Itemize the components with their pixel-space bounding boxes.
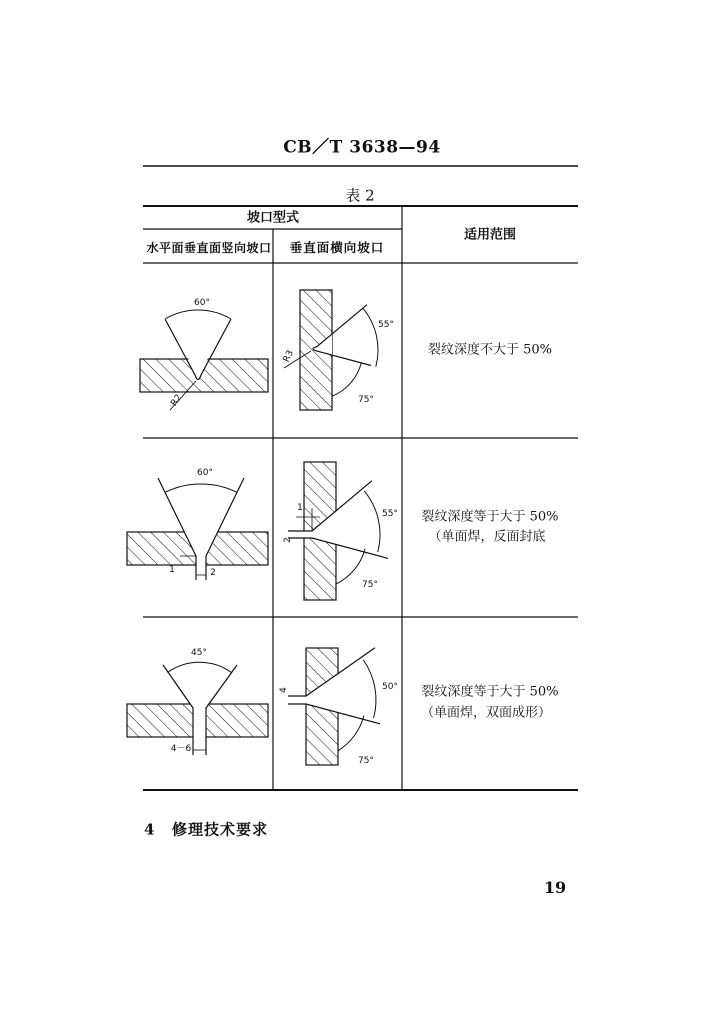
header-vertical-groove: 垂直面横向坡口: [289, 239, 385, 255]
row3-horizontal-angle-label: 45°: [191, 648, 207, 658]
table-grid: [143, 206, 578, 790]
header-scope: 适用范围: [463, 227, 517, 243]
row1-vertical-lower-angle-label: 75°: [358, 395, 374, 405]
row3-vertical-groove-angle-label: 50°: [382, 682, 398, 692]
row2-vertical-lower-arc: [336, 549, 365, 584]
row2-scope-line1: 裂纹深度等于大于 50%: [421, 509, 559, 525]
row1-vertical-lower-arc: [332, 363, 361, 396]
row2-horizontal-angle-label: 60°: [197, 468, 213, 478]
row2-vertical-root-label: 1: [297, 503, 303, 513]
row2-horizontal-groove: [127, 478, 268, 580]
row1-horizontal-angle-label: 60°: [194, 298, 210, 308]
row2-vertical-lower-angle-label: 75°: [362, 580, 378, 590]
row2-scope-line2: （单面焊，反面封底: [428, 529, 546, 545]
row3-vertical-lower-arc: [338, 716, 364, 751]
row2-vertical-lower-face: [288, 538, 388, 558]
row2-vertical-groove-arc: [364, 491, 380, 552]
page-number: 19: [543, 878, 567, 897]
row1-horizontal-radius-label: R2: [169, 392, 185, 409]
row3-scope-line2: （单面焊，双面成形）: [420, 705, 552, 721]
row2-vertical-groove-angle-label: 55°: [382, 509, 398, 519]
row1-horizontal-groove: [140, 310, 268, 410]
row3-vertical-lower-angle-label: 75°: [358, 756, 374, 766]
row1-vertical-groove: [281, 290, 378, 410]
row2-horizontal-root-label: 1: [169, 565, 175, 575]
row1-vertical-radius-label: R3: [281, 348, 296, 364]
row3-vertical-groove: [288, 648, 380, 765]
row1-vertical-groove-angle-label: 55°: [378, 320, 394, 330]
row2-horizontal-angle-arc: [165, 484, 237, 492]
header-horizontal-groove: 水平面垂直面竖向坡口: [146, 241, 272, 255]
row3-horizontal-gap-label: 4－6: [170, 744, 192, 754]
row2-horizontal-gap-label: 2: [210, 568, 216, 578]
row3-scope-line1: 裂纹深度等于大于 50%: [421, 684, 559, 700]
section-number: 4: [144, 820, 155, 839]
standard-code: CB／T 3638—94: [283, 137, 441, 158]
row1-scope-line1: 裂纹深度不大于 50%: [427, 342, 553, 358]
section-title: 修理技术要求: [172, 820, 269, 839]
row3-vertical-gap-label: 4: [279, 687, 289, 693]
row1-horizontal-angle-arc: [166, 310, 231, 319]
row3-horizontal-angle-arc: [168, 662, 232, 672]
header-groove-type: 坡口型式: [246, 210, 300, 226]
row3-horizontal-groove: [127, 662, 268, 755]
row2-vertical-gap-label: 2: [283, 537, 293, 543]
table-caption: 表 2: [345, 186, 375, 205]
row3-vertical-groove-arc: [363, 660, 376, 718]
row1-vertical-groove-arc: [363, 308, 378, 367]
